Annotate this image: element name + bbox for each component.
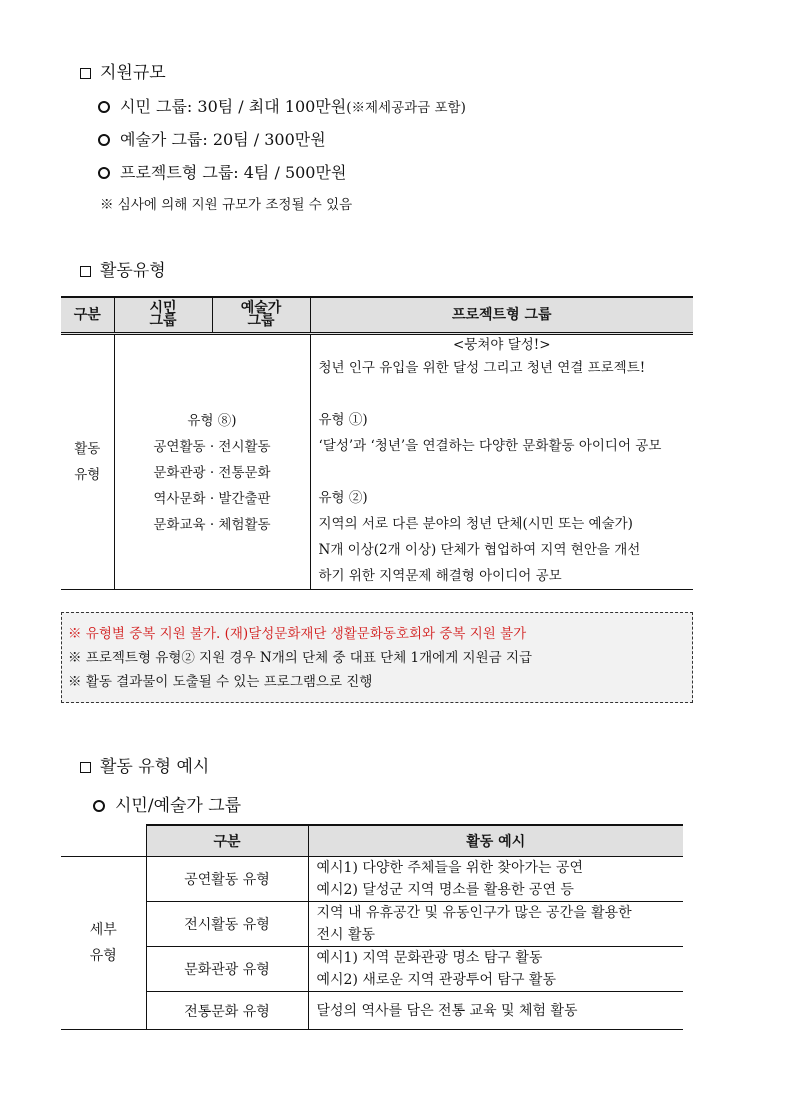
note-duplicate: ※ 유형별 중복 지원 불가. (재)달성문화재단 생활문화동호회와 중복 지원 불가: [68, 626, 527, 642]
citizen-artist-cell: 유형 ⑧) 공연활동 · 전시활동 문화관광 · 전통문화 역사문화 · 발간출판 문화교육 · 체험활동: [114, 334, 310, 590]
circle-bullet-icon: [93, 800, 105, 812]
support-item-artist: 예술가 그룹: 20팀 / 300만원: [98, 127, 326, 150]
example-lines: 달성의 역사를 담은 전통 교육 및 체험 활동: [308, 992, 683, 1030]
example-type: 전시활동 유형: [146, 902, 308, 947]
example-type: 문화관광 유형: [146, 947, 308, 992]
note-results: ※ 활동 결과물이 도출될 수 있는 프로그램으로 진행: [68, 674, 373, 690]
activity-type-table: [61, 296, 693, 590]
activity-notes-box: [61, 612, 693, 703]
example-type: 공연활동 유형: [146, 857, 308, 902]
example-lines: 지역 내 유휴공간 및 유동인구가 많은 공간을 활용한 전시 활동: [308, 902, 683, 947]
circle-bullet-icon: [98, 167, 110, 179]
header-citizen: 시민 그룹: [114, 297, 212, 334]
support-scale-note: ※ 심사에 의해 지원 규모가 조정될 수 있음: [100, 197, 353, 213]
circle-bullet-icon: [98, 101, 110, 113]
note-project-grant: ※ 프로젝트형 유형② 지원 경우 N개의 단체 중 대표 단체 1개에게 지원금 지급: [68, 650, 533, 666]
checkbox-square-icon: [80, 266, 91, 277]
support-item-citizen: 시민 그룹: 30팀 / 최대 100만원(※제세공과금 포함): [98, 94, 466, 117]
header-example: 활동 예시: [308, 825, 683, 857]
support-item-project: 프로젝트형 그룹: 4팀 / 500만원: [98, 160, 346, 183]
header-project: 프로젝트형 그룹: [310, 297, 693, 334]
activity-type-heading: 활동유형: [80, 256, 166, 281]
example-lines: 예시1) 지역 문화관광 명소 탐구 활동 예시2) 새로운 지역 관광투어 탐구 활동: [308, 947, 683, 992]
example-type: 전통문화 유형: [146, 992, 308, 1030]
examples-heading: 활동 유형 예시: [80, 752, 209, 777]
row-label: 활동 유형: [61, 334, 114, 590]
row-label: 세부 유형: [61, 857, 146, 1030]
project-cell: <뭉쳐야 달성!> 청년 인구 유입을 위한 달성 그리고 청년 연결 프로젝트! 유형 ①) ‘달성’과 ‘청년’을 연결하는 다양한 문화활동 아이디어 공모 유형 ②) 지역의 서로 다른 분야의 청년 단체(시민 또는 예술가) N개 이상(2개 이상) 단체가 협업하여 지역 현안을 개선 하기 위한 지역문제 해결형 아이디어 공모: [310, 334, 693, 590]
circle-bullet-icon: [98, 134, 110, 146]
support-scale-heading: 지원규모: [80, 58, 166, 83]
examples-subheading: 시민/예술가 그룹: [93, 791, 241, 816]
example-lines: 예시1) 다양한 주체들을 위한 찾아가는 공연 예시2) 달성군 지역 명소를 활용한 공연 등: [308, 857, 683, 902]
checkbox-square-icon: [80, 68, 91, 79]
checkbox-square-icon: [80, 762, 91, 773]
examples-table: [61, 824, 683, 1030]
header-category: 구분: [146, 825, 308, 857]
header-artist: 예술가 그룹: [212, 297, 310, 334]
header-category: 구분: [61, 297, 114, 334]
